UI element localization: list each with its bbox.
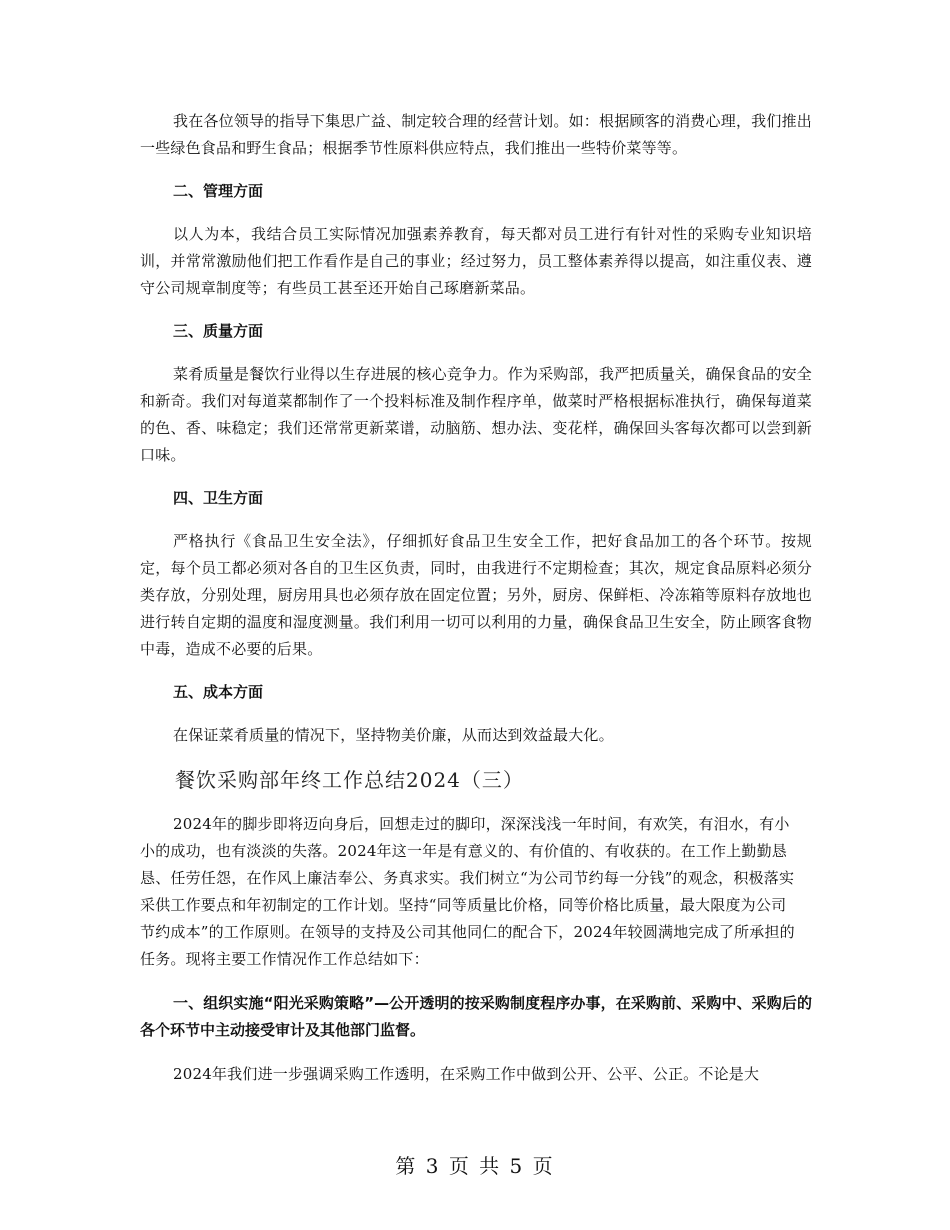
spacer — [140, 512, 812, 528]
quality-heading: 三、质量方面 — [173, 322, 264, 340]
spacer — [140, 749, 812, 766]
article-intro-paragraph: 2024年的脚步即将迈向身后，回想走过的脚印，深深浅浅一年时间，有欢笑，有泪水，有小小的成功，也有淡淡的失落。2024年这一年是有意义的、有价值的、有收获的。在工作上勤勤恳恳、任劳任怨，在作风上廉洁奉公、务真求实。我们树立“为公司节约每一分钱”的观念，积极落实采供工作要点和年初制定的工作计划。坚持“同等质量比价格，同等价格比质量，最大限度为公司节约成本”的工作原则。在领导的支持及公司其他同仁的配合下，2024年较圆满地完成了所承担的任务。现将主要工作情况作工作总结如下： — [140, 815, 795, 968]
document-body — [140, 108, 812, 1088]
hygiene-heading: 四、卫生方面 — [173, 489, 264, 507]
management-heading: 二、管理方面 — [173, 182, 264, 200]
intro-paragraph: 我在各位领导的指导下集思广益、制定较合理的经营计划。如：根据顾客的消费心理，我们推出一些绿色食品和野生食品；根据季节性原料供应特点，我们推出一些特价菜等等。 — [140, 112, 812, 157]
spacer — [140, 345, 812, 361]
article-title: 餐饮采购部年终工作总结2024（三） — [175, 768, 524, 792]
spacer — [140, 706, 812, 722]
hygiene-paragraph: 严格执行《食品卫生安全法》，仔细抓好食品卫生安全工作，把好食品加工的各个环节。按规定，每个员工都必须对各自的卫生区负责，同时，由我进行不定期检查；其次，规定食品原料必须分类存放，分别处理，厨房用具也必须存放在固定位置；另外，厨房、保鲜柜、冷冻箱等原料存放地也进行转自定期的温度和湿度测量。我们利用一切可以利用的力量，确保食品卫生安全，防止顾客食物中毒，造成不必要的后果。 — [140, 532, 812, 658]
article-point-heading: 一、组织实施“阳光采购策略”—公开透明的按采购制度程序办事，在采购前、采购中、采购后的各个环节中主动接受审计及其他部门监督。 — [140, 994, 812, 1039]
management-paragraph: 以人为本，我结合员工实际情况加强素养教育，每天都对员工进行有针对性的采购专业知识培训，并常常激励他们把工作看作是自己的事业；经过努力，员工整体素养得以提高，如注重仪表、遵守公司规章制度等；有些员工甚至还开始自己琢磨新菜品。 — [140, 225, 812, 297]
cost-heading: 五、成本方面 — [173, 683, 264, 701]
spacer — [140, 973, 812, 990]
spacer — [140, 794, 812, 811]
spacer — [140, 469, 812, 485]
page-number-footer: 第 3 页 共 5 页 — [395, 1154, 555, 1178]
spacer — [140, 302, 812, 318]
quality-paragraph: 菜肴质量是餐饮行业得以生存进展的核心竞争力。作为采购部，我严把质量关，确保食品的安全和新奇。我们对每道菜都制作了一个投料标准及制作程序单，做菜时严格根据标准执行，确保每道菜的色、香、味稳定；我们还常常更新菜谱，动脑筋、想办法、变花样，确保回头客每次都可以尝到新口味。 — [140, 365, 812, 464]
article-point-paragraph: 2024年我们进一步强调采购工作透明，在采购工作中做到公开、公平、公正。不论是大 — [173, 1065, 760, 1083]
cost-paragraph: 在保证菜肴质量的情况下，坚持物美价廉，从而达到效益最大化。 — [173, 726, 614, 744]
spacer — [140, 162, 812, 178]
spacer — [140, 205, 812, 221]
spacer — [140, 1044, 812, 1061]
spacer — [140, 663, 812, 679]
